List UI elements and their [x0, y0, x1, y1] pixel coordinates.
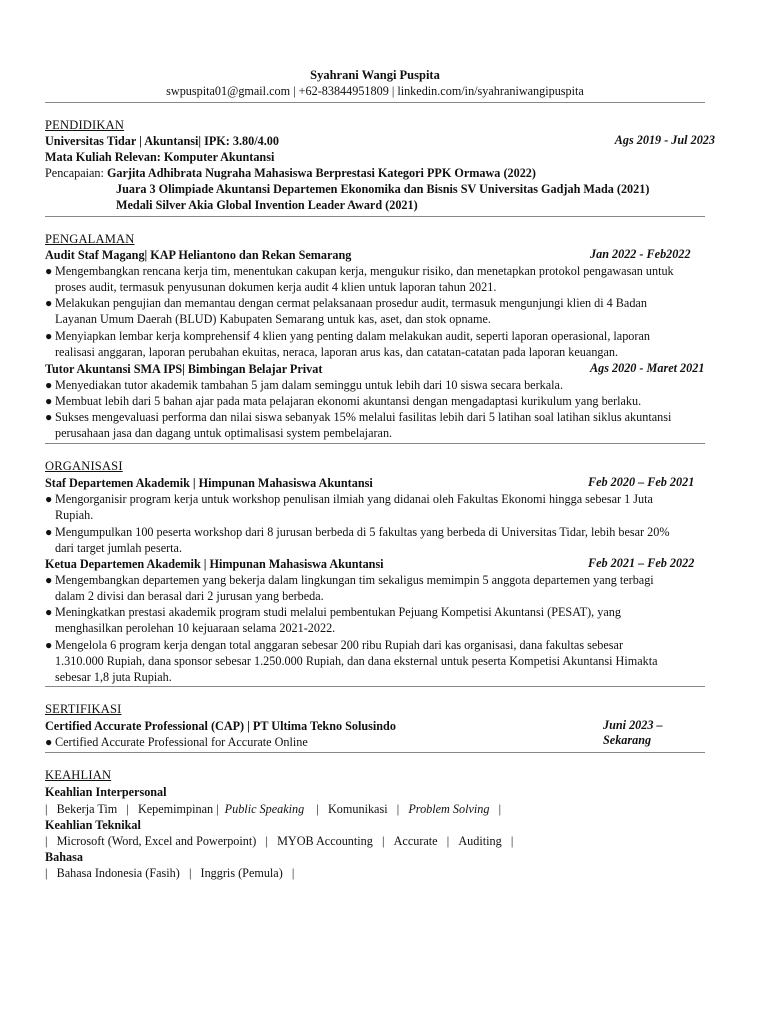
education-achievements: Pencapaian: Garjita Adhibrata Nugraha Mahasiswa Berprestasi Kategori PPK Ormawa (2022) — [45, 166, 536, 180]
org-date: Feb 2021 – Feb 2022 — [588, 556, 695, 570]
bullet-icon: ● — [45, 605, 53, 619]
org-role: Staf Departemen Akademik | Himpunan Mahasiswa Akuntansi — [45, 476, 373, 490]
bullet-icon: ● — [45, 264, 53, 278]
list-item: ● Mengelola 6 program kerja dengan total anggaran sebesar 200 ribu Rupiah dari kas organisasi, dana fakultas sebesar 1.310.000 Rupiah, dana sponsor sebesar 1.250.000 Rupiah, dan dana eksternal untuk peserta Kompetisi Akuntansi Himakta sebesar 1,8 juta Rupiah. — [45, 638, 658, 684]
achievement-item: Medali Silver Akia Global Invention Leader Award (2021) — [116, 198, 418, 212]
list-item: ● Menyiapkan lembar kerja komprehensif 4 klien yang penting dalam melakukan audit, seperti laporan operasional, laporan realisasi anggaran, laporan perubahan ekuitas, neraca, laporan arus kas, dan catatan-catatan pada laporan keuangan. — [45, 329, 650, 359]
section-title-organisasi: ORGANISASI — [45, 459, 123, 473]
job-role: Audit Staf Magang| KAP Heliantono dan Rekan Semarang — [45, 248, 352, 262]
list-item: ● Certified Accurate Professional for Accurate Online — [45, 735, 308, 749]
achievement-item: Juara 3 Olimpiade Akuntansi Departemen Ekonomika dan Bisnis SV Universitas Gadjah Mada (2021) — [116, 182, 650, 196]
list-item: ● Melakukan pengujian dan memantau dengan cermat pelaksanaan prosedur audit, termasuk mengunjungi klien di 4 Badan Layanan Umum Daerah (BLUD) Kabupaten Semarang untuk kas, aset, dan stok opname. — [45, 296, 647, 326]
list-item: ● Meningkatkan prestasi akademik program studi melalui pembentukan Pejuang Kompetisi Akuntansi (PESAT), yang menghasilkan perolehan 10 kejuaraan selama 2021-2022. — [45, 605, 621, 635]
skill-item: Komunikasi — [328, 802, 388, 816]
divider — [45, 102, 705, 103]
candidate-name: Syahrani Wangi Puspita — [310, 68, 440, 82]
list-item: ● Sukses mengevaluasi performa dan nilai siswa sebanyak 15% melalui fasilitas lebih dari 5 latihan soal latihan siklus akuntansi perusahaan jasa dan dagang untuk optimalisasi system pembelajaran. — [45, 410, 672, 440]
education-date: Ags 2019 - Jul 2023 — [614, 133, 715, 147]
list-item: ● Membuat lebih dari 5 bahan ajar pada mata pelajaran ekonomi akuntansi dengan mengadaptasi kurikulum yang berlaku. — [45, 394, 642, 408]
skill-list-interpersonal: | Bekerja Tim | Kepemimpinan | Public Speaking | Komunikasi | Problem Solving | — [45, 802, 502, 816]
bullet-icon: ● — [45, 573, 53, 587]
skill-group-label: Bahasa — [45, 850, 83, 864]
education-school: Universitas Tidar | Akuntansi| IPK: 3.80/4.00 — [45, 134, 279, 148]
skill-item: Bekerja Tim — [56, 802, 118, 816]
bullet-icon: ● — [45, 394, 53, 408]
bullet-icon: ● — [45, 525, 53, 539]
org-date: Feb 2020 – Feb 2021 — [588, 475, 695, 489]
skill-item: Microsoft (Word, Excel and Powerpoint) — [56, 834, 257, 848]
skill-item: Inggris (Pemula) — [200, 866, 283, 880]
cert-title: Certified Accurate Professional (CAP) | PT Ultima Tekno Solusindo — [45, 719, 396, 733]
list-item: ● Mengembangkan rencana kerja tim, menentukan cakupan kerja, mengukur risiko, dan menetapkan protokol pengawasan untuk proses audit, termasuk penyusunan dokumen kerja audit 4 klien untuk laporan tahun 2021. — [45, 264, 674, 294]
bullet-icon: ● — [45, 296, 53, 310]
divider — [45, 686, 705, 687]
section-title-keahlian: KEAHLIAN — [45, 768, 112, 782]
achievements-label: Pencapaian — [45, 166, 101, 180]
contact-line: swpuspita01@gmail.com | +62-83844951809 | linkedin.com/in/syahraniwangipuspita — [166, 84, 584, 98]
skill-item: Public Speaking — [224, 802, 305, 816]
divider — [45, 443, 705, 444]
bullet-icon: ● — [45, 378, 53, 392]
org-role: Ketua Departemen Akademik | Himpunan Mahasiswa Akuntansi — [45, 557, 384, 571]
skill-item: MYOB Accounting — [277, 834, 373, 848]
skill-item: Auditing — [458, 834, 502, 848]
divider — [45, 216, 705, 217]
skill-item: Problem Solving — [408, 802, 490, 816]
skill-group-label: Keahlian Interpersonal — [45, 785, 167, 799]
list-item: ● Mengorganisir program kerja untuk workshop penulisan ilmiah yang didanai oleh Fakultas Ekonomi hingga sebesar 1 Juta Rupiah. — [45, 492, 653, 522]
bullet-icon: ● — [45, 735, 53, 749]
bullet-icon: ● — [45, 638, 53, 652]
divider — [45, 752, 705, 753]
section-title-sertifikasi: SERTIFIKASI — [45, 702, 122, 716]
skill-item: Kepemimpinan — [137, 802, 214, 816]
list-item: ● Menyediakan tutor akademik tambahan 5 jam dalam seminggu untuk lebih dari 10 siswa secara berkala. — [45, 378, 563, 392]
skill-list-bahasa: | Bahasa Indonesia (Fasih) | Inggris (Pemula) | — [45, 866, 295, 880]
skill-group-label: Keahlian Teknikal — [45, 818, 141, 832]
list-item: ● Mengembangkan departemen yang bekerja dalam lingkungan tim sekaligus memimpin 5 anggota departemen yang terbagi dalam 2 divisi dan berasal dari 2 jurusan yang berbeda. — [45, 573, 654, 603]
bullet-icon: ● — [45, 492, 53, 506]
education-courses: Mata Kuliah Relevan: Komputer Akuntansi — [45, 150, 275, 164]
bullet-icon: ● — [45, 329, 53, 343]
list-item: ● Mengumpulkan 100 peserta workshop dari 8 jurusan berbeda di 5 fakultas yang berbeda di Universitas Tidar, lebih besar 20% dari target jumlah peserta. — [45, 525, 670, 555]
skill-item: Accurate — [393, 834, 438, 848]
job-date: Jan 2022 - Feb2022 — [590, 247, 691, 261]
section-title-pengalaman: PENGALAMAN — [45, 232, 135, 246]
skill-list-teknikal: | Microsoft (Word, Excel and Powerpoint) | MYOB Accounting | Accurate | Auditing | — [45, 834, 514, 848]
skill-item: Bahasa Indonesia (Fasih) — [56, 866, 180, 880]
cert-date: Juni 2023 – Sekarang — [603, 718, 663, 747]
bullet-icon: ● — [45, 410, 53, 424]
section-title-pendidikan: PENDIDIKAN — [45, 118, 125, 132]
achievement-item: Garjita Adhibrata Nugraha Mahasiswa Berprestasi Kategori PPK Ormawa (2022) — [106, 166, 536, 180]
job-date: Ags 2020 - Maret 2021 — [590, 361, 705, 375]
job-role: Tutor Akuntansi SMA IPS| Bimbingan Belajar Privat — [45, 362, 323, 376]
